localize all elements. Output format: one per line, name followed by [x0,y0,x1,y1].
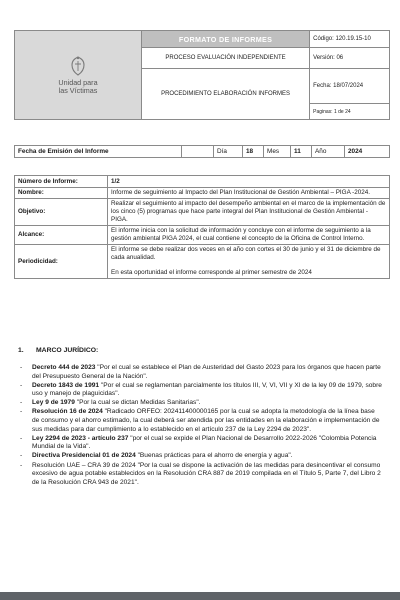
report-info-table [14,175,390,279]
viewer-bottom-bar [0,592,400,600]
procedure-name: PROCEDIMIENTO ELABORACIÓN INFORMES [142,69,310,120]
year-label: Año [312,146,345,158]
document-version: Versión: 06 [310,48,390,69]
year-value: 2024 [345,146,390,158]
info-key: Número de Informe: [15,176,108,188]
document-header-table [14,30,390,120]
info-row-scope [15,226,390,245]
list-item: - Resolución UAE – CRA 39 de 2024 "Por la cual se dispone la activación de las medidas para desincentivar el consumo excesivo de agua potable establecidos en la Resolución CRA 887 de 2019 compilada en el Título 5, Parte 7, del Libro 2 de la Resolución CRA 943 de 2021". [20,461,381,486]
logo-text-line1: Unidad para [58,77,98,87]
law-description: "Por la cual se dictan Medidas Sanitarias". [74,399,201,407]
section-number: 1. [18,347,24,354]
law-name: Resolución 16 de 2024 [32,408,103,416]
emission-date-label: Fecha de Emisión del Informe [15,146,182,158]
day-value: 18 [243,146,264,158]
info-row-periodicity [15,245,390,279]
emission-spacer [182,146,214,158]
document-code: Código: 120.19.15-10 [310,31,390,48]
info-value: Informe de seguimiento al Impacto del Plan Institucional de Gestión Ambiental – PIGA -2024. [108,188,390,199]
document-title: FORMATO DE INFORMES [142,31,310,48]
day-label: Día [214,146,243,158]
info-key: Alcance: [15,226,108,245]
law-name: Ley 9 de 1979 [32,399,75,407]
info-row-objective [15,199,390,226]
info-key: Periodicidad: [15,245,108,279]
list-item: - Ley 9 de 1979 "Por la cual se dictan Medidas Sanitarias". [20,399,201,407]
document-pages [310,104,390,120]
list-item: - Ley 2294 de 2023 - artículo 237 "por el cual se expide el Plan Nacional de Desarrollo 2022-2026 "Colombia Potencia Mundial de la Vida". [20,434,377,451]
law-description: Resolución UAE – CRA 39 de 2024 "Por la cual se dispone la activación de las medidas para desincentivar el consumo excesivo de agua potable establecidos en la Resolución CRA 887 de 2019 compilada en el Título 5, Parte 7, del Libro 2 de la Resolución CRA 943 de 2021". [32,461,381,486]
law-name: Ley 2294 de 2023 - artículo 237 [32,434,129,442]
law-description: "Buenas prácticas para el ahorro de energía y agua". [135,452,293,460]
info-row-name [15,188,390,199]
logo-cell [15,31,142,120]
info-value: Realizar el seguimiento al impacto del desempeño ambiental en el marco de la implementación de los cinco (5) programas que hace parte integral del Plan Institucional de Gestión Ambiental - PIGA. [108,199,390,226]
emission-date-row [14,145,390,158]
law-name: Decreto 1843 de 1991 [32,381,100,389]
info-value: 1/2 [108,176,390,188]
section-heading [18,347,98,354]
law-description: "Radicado ORFEO: 202411400000165 por la cual se adopta la metodología de la línea base de consumo y el ahorro estimado, la cual deberá ser atendida por las entidades en la elaboración e implementación de sus medidas para dar cumplimiento a lo establecido en el artículo 237 de la Ley 2294 de 2023". [32,408,380,433]
law-description: "Por el cual se reglamentan parcialmente los títulos III, V, VI, VII y XI de la ley 09 de 1979, sobre uso y manejo de plaguicidas". [32,381,382,398]
info-value: El informe inicia con la solicitud de información y concluye con el informe de seguimiento a la gestión ambiental PIGA 2024, el cual contiene el concepto de la Oficina de Control Interno. [108,226,390,245]
info-row-number [15,176,390,188]
list-item: - Decreto 444 de 2023 "Por el cual se establece el Plan de Austeridad del Gasto 2023 para los órganos que hacen parte del Presupuesto General de la Nación". [20,364,381,380]
law-name: Decreto 444 de 2023 [32,364,96,371]
coat-of-arms-icon [67,55,89,77]
document-date: Fecha: 18/07/2024 [310,69,390,104]
law-description: "por el cual se expide el Plan Nacional de Desarrollo 2022-2026 "Colombia Potencia Mundial de la Vida". [32,434,377,451]
process-name: PROCESO EVALUACIÓN INDEPENDIENTE [142,48,310,69]
section-title: MARCO JURÍDICO: [36,347,99,354]
info-value: El informe se debe realizar dos veces en el año con cortes el 30 de junio y el 31 de diciembre de cada anualidad. [111,246,381,261]
month-value: 11 [291,146,312,158]
list-item: - Resolución 16 de 2024 "Radicado ORFEO: 202411400000165 por la cual se adopta la metodología de la línea base de consumo y el ahorro estimado, la cual deberá ser atendida por las entidades en la elaboración e implementación de sus medidas para dar cumplimiento a lo establecido en el artículo 237 de la Ley 2294 de 2023". [20,408,380,433]
logo-text-line2: las Víctimas [58,86,98,95]
law-name: Directiva Presidencial 01 de 2024 [32,452,136,460]
list-item: - Decreto 1843 de 1991 "Por el cual se reglamentan parcialmente los títulos III, V, VI, VII y XI de la ley 09 de 1979, sobre uso y manejo de plaguicidas". [20,381,382,398]
law-description: "Por el cual se establece el Plan de Austeridad del Gasto 2023 para los órganos que hacen parte del Presupuesto General de la Nación". [32,364,381,380]
info-value-cell [108,245,390,279]
list-item: - Directiva Presidencial 01 de 2024 "Buenas prácticas para el ahorro de energía y agua". [20,452,293,460]
month-label: Mes [264,146,291,158]
info-value-note: En esta oportunidad el informe corresponde al primer semestre de 2024 [111,269,312,276]
info-key: Nombre: [15,188,108,199]
document-pages-text: Paginas: 1 de 24 [313,108,351,115]
legal-framework-list [20,364,382,488]
info-key: Objetivo: [15,199,108,226]
